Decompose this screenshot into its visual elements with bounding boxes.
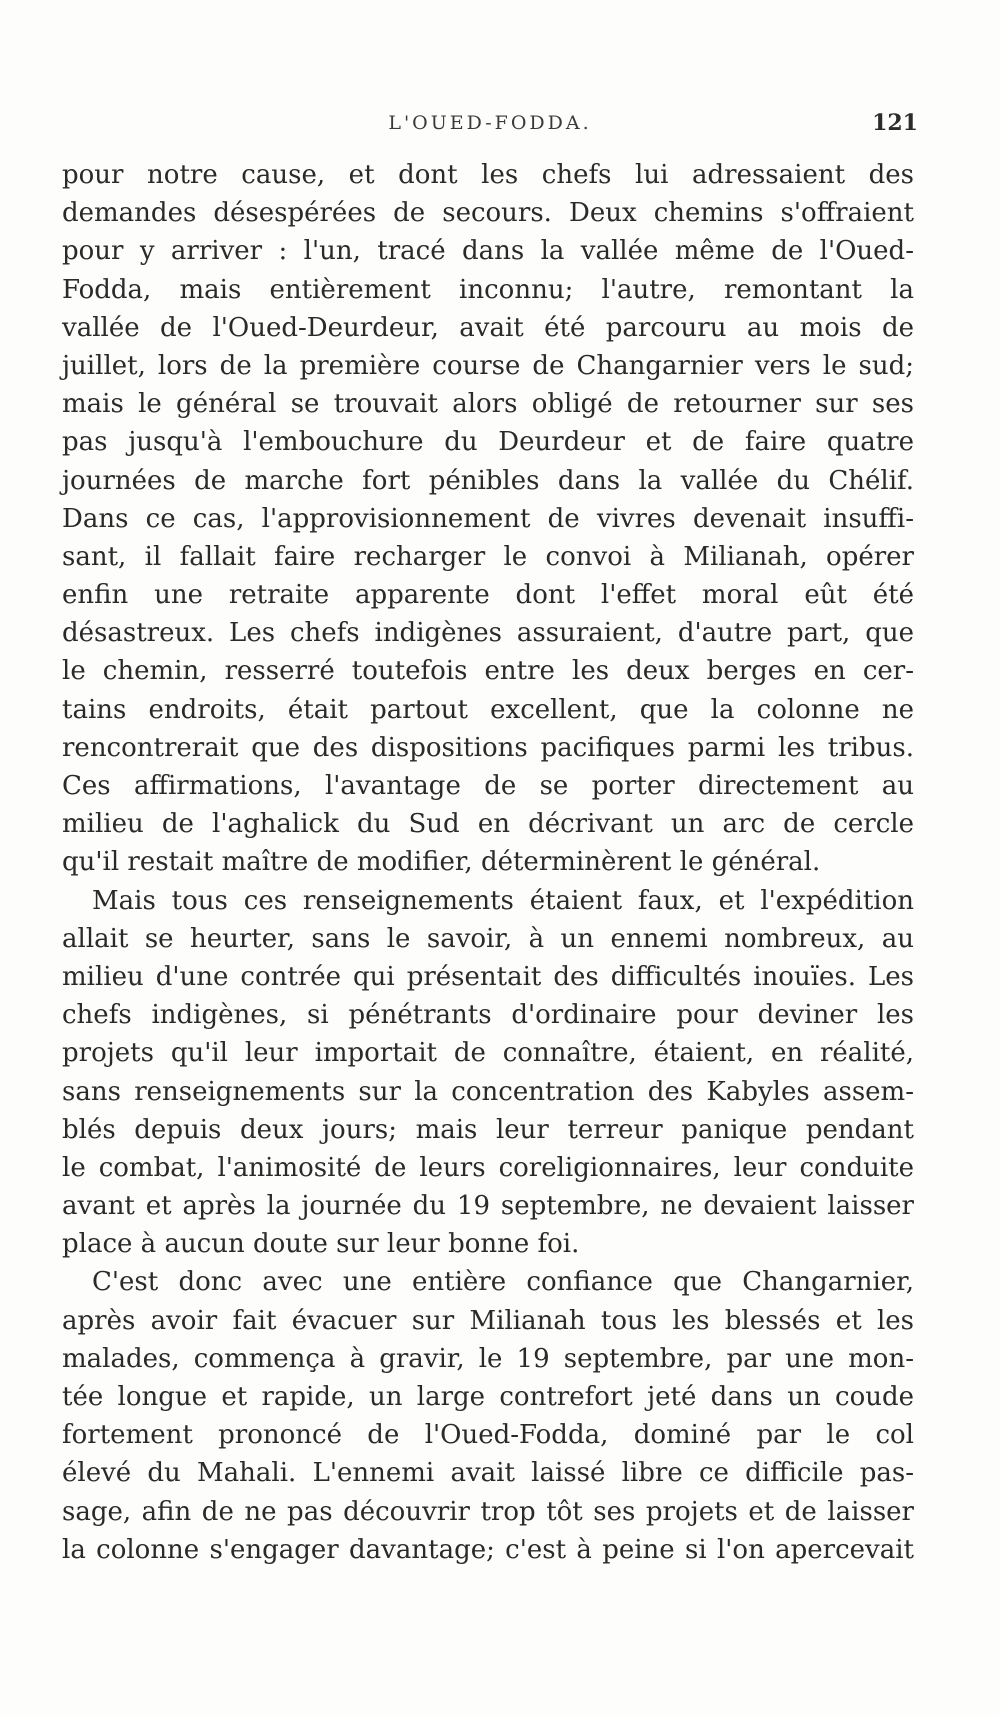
text-line: mais le général se trouvait alors obligé de retourner sur ses [62,389,914,420]
text-line: place à aucun doute sur leur bonne foi. [62,1229,580,1260]
running-head [60,112,920,142]
text-line: Dans ce cas, l'approvisionnement de vivres devenait insuffi- [62,503,914,534]
text-line: pour y arriver : l'un, tracé dans la vallée même de l'Oued- [62,236,914,267]
chapter-title: L'OUED-FODDA. [388,112,592,134]
text-line: sage, afin de ne pas découvrir trop tôt ses projets et de laisser [62,1496,914,1527]
text-line: journées de marche fort pénibles dans la vallée du Chélif. [62,465,914,496]
text-line: milieu d'une contrée qui présentait des difficultés inouïes. Les [62,961,914,992]
text-line: milieu de l'aghalick du Sud en décrivant un arc de cercle [62,809,914,840]
text-line: après avoir fait évacuer sur Milianah tous les blessés et les [62,1305,914,1336]
text-line: le combat, l'animosité de leurs coreligionnaires, leur conduite [62,1152,914,1183]
text-line: malades, commença à gravir, le 19 septembre, par une mon- [62,1343,914,1374]
text-line: demandes désespérées de secours. Deux chemins s'offraient [62,198,914,229]
text-line: vallée de l'Oued-Deurdeur, avait été parcouru au mois de [62,312,914,343]
body-text [62,156,914,1569]
text-line: le chemin, resserré toutefois entre les deux berges en cer- [62,656,914,687]
text-line: qu'il restait maître de modifier, déterminèrent le général. [62,847,821,878]
text-line: la colonne s'engager davantage; c'est à peine si l'on apercevait [62,1534,914,1565]
text-line: Fodda, mais entièrement inconnu; l'autre, remontant la [62,274,914,305]
text-line: fortement prononcé de l'Oued-Fodda, dominé par le col [62,1420,914,1451]
text-line: élevé du Mahali. L'ennemi avait laissé libre ce difficile pas- [62,1458,914,1489]
text-line: Ces affirmations, l'avantage de se porter directement au [62,771,914,801]
text-line: Mais tous ces renseignements étaient faux, et l'expédition [92,885,914,916]
text-line: rencontrerait que des dispositions pacifiques parmi les tribus. [62,732,914,763]
text-line: chefs indigènes, si pénétrants d'ordinaire pour deviner les [62,1000,914,1031]
page-number: 121 [872,110,918,136]
text-line: tains endroits, était partout excellent, que la colonne ne [62,694,914,725]
text-line: enfin une retraite apparente dont l'effet moral eût été [62,580,914,611]
text-line: allait se heurter, sans le savoir, à un ennemi nombreux, au [62,923,914,954]
text-line: pour notre cause, et dont les chefs lui adressaient des [62,160,914,190]
text-line: juillet, lors de la première course de Changarnier vers le sud; [62,350,914,381]
text-line: pas jusqu'à l'embouchure du Deurdeur et de faire quatre [62,427,914,458]
text-line: désastreux. Les chefs indigènes assuraient, d'autre part, que [62,618,914,649]
text-line: sans renseignements sur la concentration des Kabyles assem- [62,1076,914,1107]
text-line: sant, il fallait faire recharger le convoi à Milianah, opérer [62,541,914,572]
text-line: projets qu'il leur importait de connaître, étaient, en réalité, [62,1038,914,1069]
text-line: tée longue et rapide, un large contrefort jeté dans un coude [62,1382,914,1412]
text-line: blés depuis deux jours; mais leur terreur panique pendant [62,1114,914,1145]
text-line: C'est donc avec une entière confiance que Changarnier, [92,1267,914,1298]
text-line: avant et après la journée du 19 septembre, ne devaient laisser [62,1191,914,1222]
